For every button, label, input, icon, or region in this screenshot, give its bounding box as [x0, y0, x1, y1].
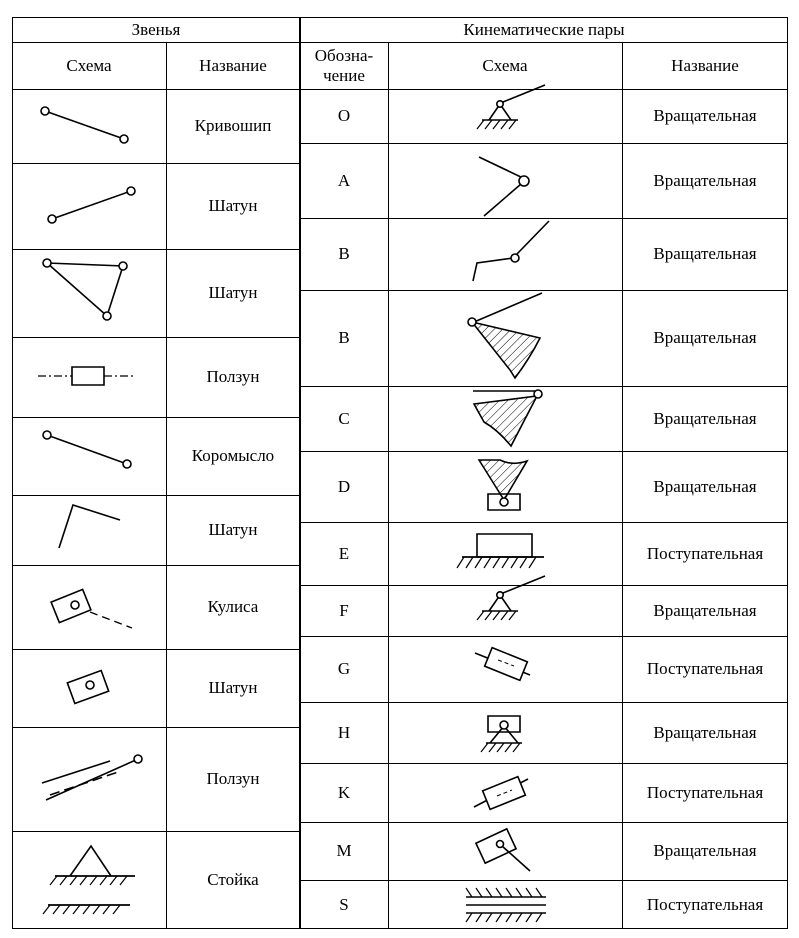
rocker-block-icon: [51, 589, 132, 628]
pair-name: Вращательная: [653, 841, 757, 861]
pair-name: Вращательная: [653, 722, 757, 742]
pair-name: Вращательная: [653, 600, 757, 620]
parallel-guides-icon: [466, 888, 546, 922]
hinge-support-icon: [481, 716, 522, 752]
pair-name: Поступательная: [646, 894, 764, 914]
crank-link-icon: [41, 107, 128, 143]
link-name: Коромысло: [191, 446, 275, 466]
link-name: Шатун: [208, 678, 258, 698]
slider-block-icon: [38, 367, 134, 385]
block-on-ground-icon: [457, 534, 544, 568]
pair-designation: S: [339, 894, 349, 914]
link-name: Кулиса: [207, 597, 259, 617]
pair-designation: E: [338, 543, 350, 563]
pair-designation: A: [337, 170, 351, 190]
block-with-pin-icon: [67, 671, 108, 704]
link-name: Ползун: [206, 769, 260, 789]
pair-name: Вращательная: [653, 170, 757, 190]
connecting-rod-icon: [48, 187, 135, 223]
pair-name: Вращательная: [653, 408, 757, 428]
pairs-designation-header: Обозна- чение: [314, 45, 374, 85]
link-name: Кривошип: [194, 116, 272, 136]
pair-name: Вращательная: [653, 106, 757, 126]
pairs-scheme-header: Схема: [482, 55, 528, 75]
pair-name: Поступательная: [646, 543, 764, 563]
pair-name: Вращательная: [653, 476, 757, 496]
pair-designation: B: [338, 328, 350, 348]
link-name: Шатун: [208, 283, 258, 303]
plate-on-hinge-icon: [479, 460, 527, 510]
pivot-on-ground-icon: [477, 85, 545, 129]
link-name: Ползун: [206, 367, 260, 387]
sliding-block-icon: [475, 648, 530, 681]
hinged-plate-icon: [473, 390, 542, 446]
pairs-title: Кинематические пары: [463, 19, 625, 39]
links-title: Звенья: [131, 19, 181, 39]
bent-joint-icon: [473, 221, 549, 281]
pair-designation: H: [337, 722, 351, 742]
pair-name: Вращательная: [653, 328, 757, 348]
link-name: Стойка: [207, 870, 259, 890]
pair-name: Поступательная: [646, 659, 764, 679]
pair-designation: K: [337, 782, 351, 802]
frame-support-icon: [43, 846, 135, 914]
two-link-joint-icon: [479, 157, 529, 216]
pair-name: Поступательная: [646, 782, 764, 802]
sliding-block-icon: [474, 777, 528, 810]
pair-designation: G: [337, 659, 351, 679]
rocker-link-icon: [43, 431, 131, 468]
hinged-triangle-icon: [468, 293, 542, 378]
pair-designation: B: [338, 244, 350, 264]
pairs-name-header: Название: [671, 55, 739, 75]
pair-designation: C: [338, 408, 350, 428]
pair-designation: O: [337, 106, 351, 126]
pair-name: Вращательная: [653, 244, 757, 264]
pair-designation: M: [336, 841, 352, 861]
bent-link-icon: [59, 505, 120, 548]
link-name: Шатун: [208, 196, 258, 216]
block-with-rod-icon: [476, 829, 530, 871]
links-scheme-header: Схема: [66, 55, 112, 75]
pair-designation: F: [339, 600, 349, 620]
pair-designation: D: [337, 476, 351, 496]
link-name: Шатун: [208, 520, 258, 540]
slider-on-guides-icon: [42, 755, 142, 800]
triangle-link-icon: [43, 259, 127, 320]
links-name-header: Название: [199, 55, 267, 75]
pivot-on-ground-icon: [477, 576, 545, 620]
